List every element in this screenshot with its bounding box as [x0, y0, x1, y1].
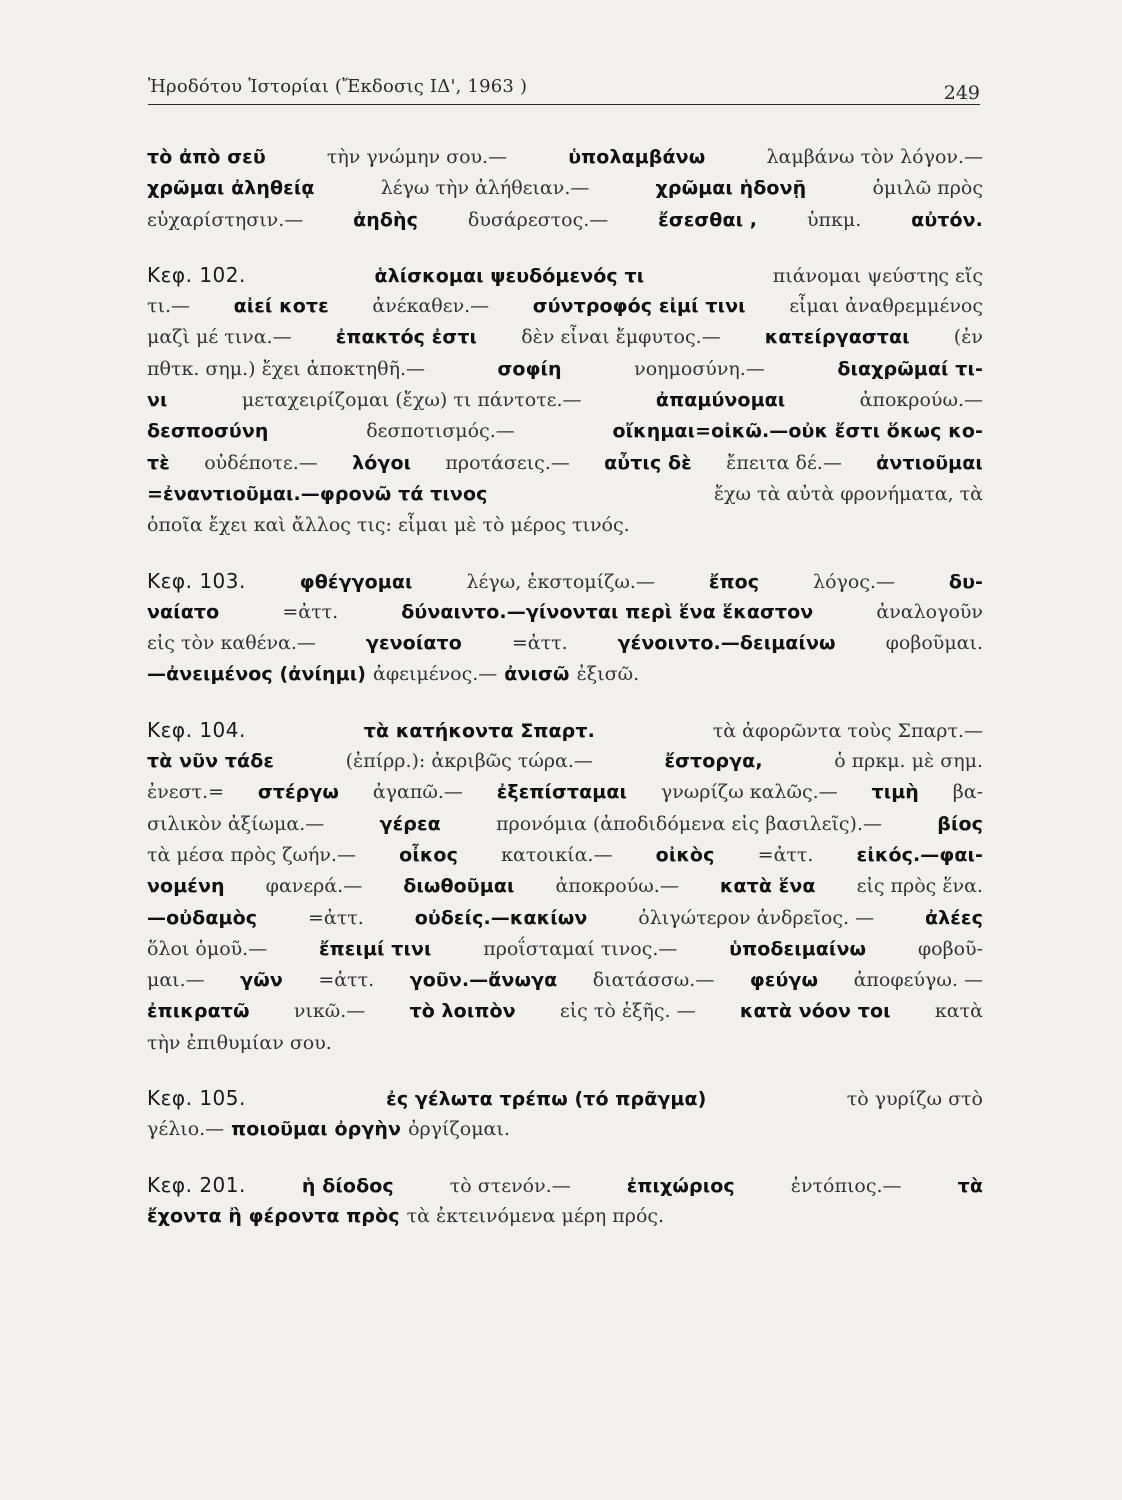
lemma: ἐπακτός ἐστι [335, 326, 478, 349]
gloss: =ἀττ. [511, 632, 568, 655]
lemma: δυ- [948, 570, 983, 593]
paragraph-gap [147, 236, 983, 260]
gloss: ὁποῖα ἔχει καὶ ἄλλος τις: εἶμαι μὲ τὸ μέρος τινός. [147, 514, 630, 537]
lemma: οὐδείς.—κακίων [414, 906, 588, 929]
gloss: εἰς τὸν καθένα.— [147, 632, 316, 655]
text-line [147, 1114, 983, 1145]
gloss: μεταχειρίζομαι (ἔχω) τι πάντοτε.— [241, 389, 582, 412]
paragraph-gap [147, 542, 983, 566]
lemma: τὸ λοιπὸν [409, 1000, 516, 1023]
text-line [147, 659, 983, 690]
gloss: ὁ πρκμ. μὲ σημ. [834, 750, 983, 773]
lemma: λόγοι [352, 451, 412, 474]
lemma: αὐτόν. [911, 208, 983, 231]
gloss: =ἀττ. [282, 600, 339, 623]
text-line [147, 934, 983, 965]
gloss: ἔχω τὰ αὐτὰ φρονήματα, τὰ [713, 482, 983, 505]
lemma: τὰ κατήκοντα Σπαρτ. [363, 719, 595, 742]
lemma: γένοιντο.—δειμαίνω [617, 632, 836, 655]
gloss: τι.— [147, 295, 191, 318]
paragraph-gap [147, 691, 983, 715]
gloss: ἀποκρούω.— [555, 875, 679, 898]
gloss: ἀφειμένος.— [372, 663, 498, 686]
text-line [147, 996, 983, 1027]
lemma: κατὰ νόον τοι [739, 1000, 891, 1023]
gloss: ὀργίζομαι. [408, 1118, 510, 1141]
lemma: οἰκὸς [655, 843, 715, 866]
commentary-body [147, 142, 983, 1232]
gloss: δεσποτισμός.— [366, 420, 515, 443]
gloss: ἀποφεύγω. — [853, 969, 983, 992]
lemma: ἔχοντα ἢ φέροντα πρὸς [147, 1204, 400, 1227]
gloss: γνωρίζω καλῶς.— [660, 781, 838, 804]
gloss: σιλικὸν ἀξίωμα.— [147, 812, 325, 835]
gloss: προΐσταμαί τινος.— [483, 937, 678, 960]
lemma: ἀπαμύνομαι [655, 389, 786, 412]
lemma: ὑπολαμβάνω [568, 146, 706, 168]
gloss: ἐντόπιος.— [790, 1174, 902, 1197]
lemma: χρῶμαι ἡδονῇ [655, 177, 807, 200]
lemma: φεύγω [749, 969, 819, 992]
text-line [147, 777, 983, 808]
lemma: ναίατο [147, 600, 220, 623]
lemma: ἐς γέλωτα τρέπω (τό πρᾶγμα) [386, 1088, 707, 1111]
text-line [147, 566, 983, 597]
text-line [147, 809, 983, 840]
gloss: φοβοῦμαι. [885, 632, 983, 655]
gloss: μαι.— [147, 969, 205, 992]
lemma: —ἀνειμένος (ἀνίημι) [147, 663, 366, 686]
lemma: δύναιντο.—γίνονται περὶ ἕνα ἕκαστον [401, 600, 814, 623]
gloss: λέγω τὴν ἀλήθειαν.— [380, 177, 590, 200]
text-line [147, 291, 983, 322]
gloss: λαμβάνω τὸν λόγον.— [766, 146, 983, 168]
chapter-label: Κεφ. 104. [147, 717, 246, 742]
text-line [147, 260, 983, 291]
text-line [147, 142, 983, 173]
gloss: ὀλιγώτερον ἀνδρεῖος. — [638, 906, 875, 929]
gloss: εἰς πρὸς ἕνα. [856, 875, 983, 898]
text-line [147, 448, 983, 479]
text-line [147, 1201, 983, 1232]
lemma: κατείργασται [764, 326, 910, 349]
lemma: ἔσεσθαι , [658, 208, 758, 231]
header-title: Ἡροδότου Ἱστορίαι (Ἔκδοσις ΙΔ', 1963 ) [148, 76, 528, 97]
gloss: μαζὶ μέ τινα.— [147, 326, 292, 349]
gloss: ἐνεστ.= [147, 781, 225, 804]
lemma: γῶν [240, 969, 283, 992]
gloss: =ἀττ. [757, 843, 814, 866]
lemma: ἡ δίοδος [301, 1174, 394, 1197]
text-line [147, 1083, 983, 1114]
lemma: ἀλέες [924, 906, 983, 929]
text-line [147, 965, 983, 996]
lemma: ἐπικρατῶ [147, 1000, 250, 1023]
text-line [147, 416, 983, 447]
lemma: ἔπειμί τινι [318, 937, 432, 960]
lemma: νι [147, 389, 168, 412]
lemma: τὲ [147, 451, 170, 474]
paragraph [147, 715, 983, 1059]
lemma: —οὐδαμὸς [147, 906, 258, 929]
lemma: ἁλίσκομαι ψευδόμενός τι [374, 264, 645, 287]
paragraph [147, 1170, 983, 1233]
lemma: χρῶμαι ἀληθείᾳ [147, 177, 315, 200]
lemma: =ἐναντιοῦμαι.—φρονῶ τά τινος [147, 482, 488, 505]
gloss: =ἀττ. [307, 906, 364, 929]
gloss: φοβοῦ- [917, 937, 983, 960]
text-line [147, 628, 983, 659]
gloss: τὴν γνώμην σου.— [326, 146, 508, 168]
gloss: (ἐν [953, 326, 983, 349]
gloss: εἰς τὸ ἑξῆς. — [559, 1000, 696, 1023]
gloss: εἶμαι ἀναθρεμμένος [789, 295, 983, 318]
lemma: τὰ νῦν τάδε [147, 750, 275, 773]
lemma: οἶκος [399, 843, 458, 866]
gloss: ἀγαπῶ.— [372, 781, 463, 804]
lemma: ποιοῦμαι ὀργὴν [231, 1118, 402, 1141]
gloss: ἔπειτα δέ.— [726, 451, 842, 474]
lemma: ἐξεπίσταμαι [496, 781, 628, 804]
gloss: κατὰ [934, 1000, 983, 1023]
gloss: πιάνομαι ψεύστης εἴς [772, 264, 983, 287]
paragraph [147, 566, 983, 691]
chapter-label: Κεφ. 201. [147, 1172, 246, 1197]
gloss: νοημοσύνη.— [634, 357, 765, 380]
lemma: ἀνισῶ [504, 663, 570, 686]
lemma: εἰκός.—φαι- [856, 843, 983, 866]
gloss: =ἀττ. [318, 969, 375, 992]
lemma: νομένη [147, 875, 225, 898]
text-line [147, 597, 983, 628]
lemma: φθέγγομαι [299, 570, 413, 593]
lemma: αὖτις δὲ [604, 451, 692, 474]
text-line [147, 205, 983, 236]
lemma: ἔπος [708, 570, 760, 593]
paragraph-gap [147, 1146, 983, 1170]
lemma: τὰ [957, 1174, 983, 1197]
lemma: βίος [937, 812, 983, 835]
lemma: γοῦν.—ἄνωγα [409, 969, 558, 992]
gloss: τὰ ἀφορῶντα τοὺς Σπαρτ.— [712, 719, 983, 742]
lemma: κατὰ ἕνα [719, 875, 816, 898]
gloss: πθτκ. σημ.) ἔχει ἀποκτηθῆ.— [147, 357, 426, 380]
gloss: ἀποκρούω.— [859, 389, 983, 412]
gloss: βα- [952, 781, 983, 804]
text-line [147, 1170, 983, 1201]
page-number: 249 [943, 82, 980, 104]
gloss: τὸ γυρίζω στὸ [846, 1088, 983, 1111]
gloss: τὸ στενόν.— [449, 1174, 571, 1197]
lemma: δεσποσύνη [147, 420, 269, 443]
gloss: ὑπκμ. [807, 208, 862, 231]
lemma: ἐπιχώριος [626, 1174, 735, 1197]
gloss: δὲν εἶναι ἔμφυτος.— [521, 326, 721, 349]
chapter-label: Κεφ. 105. [147, 1086, 246, 1111]
lemma: ἔστοργα, [664, 750, 763, 773]
gloss: νικῶ.— [293, 1000, 366, 1023]
gloss: κατοικία.— [501, 843, 613, 866]
text-line [147, 354, 983, 385]
lemma: τιμὴ [871, 781, 919, 804]
gloss: εὐχαρίστησιν.— [147, 208, 304, 231]
lemma: τὸ ἀπὸ σεῦ [147, 146, 266, 168]
lemma: ἀηδὴς [353, 208, 419, 231]
gloss: ὁμιλῶ πρὸς [872, 177, 983, 200]
text-line [147, 1028, 983, 1059]
gloss: τὴν ἐπιθυμίαν σου. [147, 1031, 332, 1054]
text-line [147, 715, 983, 746]
lemma: αἰεί κοτε [233, 295, 329, 318]
lemma: οἴκημαι=οἰκῶ.—οὐκ ἔστι ὅκως κο- [612, 420, 983, 443]
paragraph-gap [147, 1059, 983, 1083]
gloss: ἀνέκαθεν.— [372, 295, 490, 318]
lemma: σύντροφός εἰμί τινι [532, 295, 746, 318]
paragraph [147, 142, 983, 236]
gloss: ὅλοι ὁμοῦ.— [147, 937, 268, 960]
gloss: γέλιο.— [147, 1118, 225, 1141]
chapter-label: Κεφ. 102. [147, 262, 246, 287]
chapter-label: Κεφ. 103. [147, 568, 246, 593]
lemma: γενοίατο [365, 632, 462, 655]
text-line [147, 479, 983, 510]
running-header [148, 70, 980, 105]
text-line [147, 746, 983, 777]
lemma: ὑποδειμαίνω [729, 937, 867, 960]
gloss: τὰ μέσα πρὸς ζωήν.— [147, 843, 356, 866]
lemma: ἀντιοῦμαι [876, 451, 983, 474]
gloss: ἐξισῶ. [576, 663, 640, 686]
lemma: σοφίη [497, 357, 562, 380]
text-line [147, 385, 983, 416]
paragraph [147, 1083, 983, 1146]
text-line [147, 903, 983, 934]
paragraph [147, 260, 983, 542]
gloss: οὐδέποτε.— [204, 451, 318, 474]
gloss: διατάσσω.— [592, 969, 715, 992]
text-line [147, 840, 983, 871]
gloss: φανερά.— [265, 875, 363, 898]
text-line [147, 322, 983, 353]
lemma: διαχρῶμαί τι- [837, 357, 983, 380]
text-line [147, 871, 983, 902]
lemma: γέρεα [379, 812, 441, 835]
text-line [147, 510, 983, 541]
lemma: διωθοῦμαι [403, 875, 515, 898]
gloss: προνόμια (ἀποδιδόμενα εἰς βασιλεῖς).— [496, 812, 882, 835]
text-line [147, 173, 983, 204]
lemma: στέργω [257, 781, 340, 804]
gloss: τὰ ἐκτεινόμενα μέρη πρός. [406, 1204, 665, 1227]
gloss: (ἐπίρρ.): ἀκριβῶς τώρα.— [345, 750, 593, 773]
gloss: ἀναλογοῦν [876, 600, 983, 623]
gloss: δυσάρεστος.— [467, 208, 609, 231]
gloss: λέγω, ἐκστομίζω.— [466, 570, 655, 593]
gloss: προτάσεις.— [445, 451, 570, 474]
gloss: λόγος.— [813, 570, 896, 593]
